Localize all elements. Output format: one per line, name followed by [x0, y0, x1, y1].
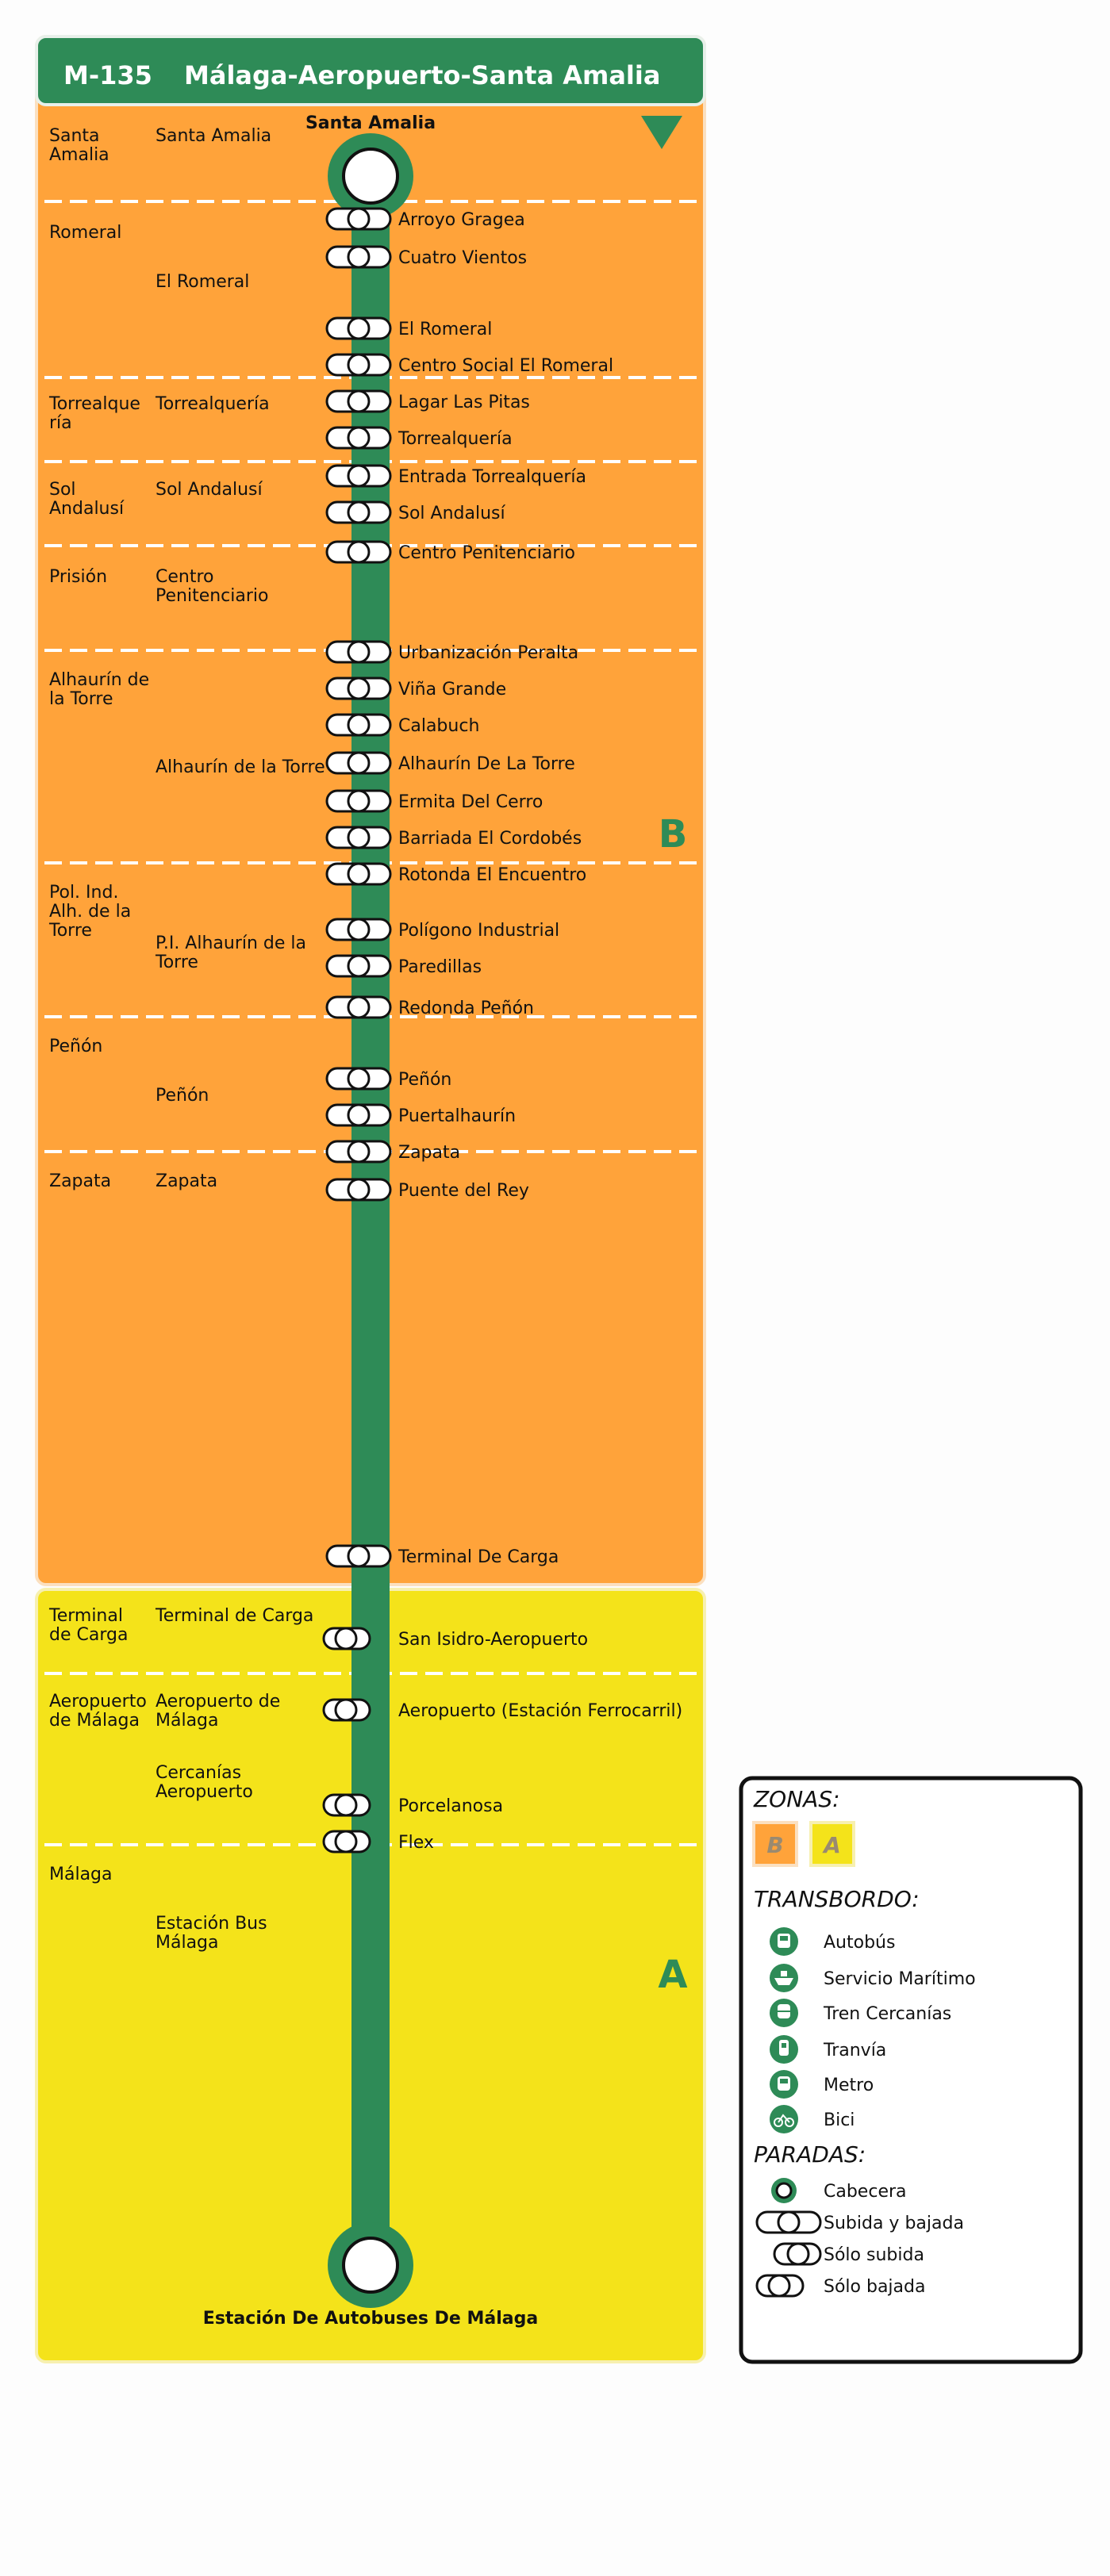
- municipality-label: Zapata: [49, 1171, 112, 1191]
- stop-marker: [327, 247, 390, 267]
- stop-marker: [327, 753, 390, 773]
- stop-label: Lagar Las Pitas: [398, 393, 530, 412]
- stop-marker: [327, 642, 390, 662]
- locality-label: Zapata: [156, 1171, 218, 1191]
- board-and-alight-icon: [757, 2212, 820, 2233]
- municipality-label: Terminal de Carga: [49, 1606, 129, 1645]
- route-name: Málaga-Aeropuerto-Santa Amalia: [184, 60, 661, 90]
- stop-marker: [327, 502, 390, 523]
- stop-label: Puertalhaurín: [398, 1106, 517, 1126]
- stop-label: Paredillas: [398, 957, 482, 977]
- stop-marker: [327, 1141, 390, 1162]
- stop-marker: [327, 427, 390, 448]
- alight-only-icon: [757, 2275, 803, 2296]
- stop-marker: [324, 1831, 370, 1852]
- legend-transfer-label: Bici: [824, 2110, 855, 2130]
- legend-stop-type-label: Cabecera: [824, 2182, 907, 2202]
- stop-label: Entrada Torrealquería: [398, 467, 587, 487]
- locality-label: Torrealquería: [156, 394, 270, 414]
- stop-label: Porcelanosa: [398, 1796, 504, 1816]
- train-icon: [770, 1999, 798, 2027]
- stop-marker: [327, 1546, 390, 1566]
- stop-label: Aeropuerto (Estación Ferrocarril): [398, 1701, 683, 1721]
- stop-label: Peñón: [398, 1070, 452, 1090]
- legend-transfer-label: Autobús: [824, 1933, 896, 1953]
- legend-stop-type-label: Sólo subida: [824, 2245, 924, 2265]
- municipality-label: Málaga: [49, 1865, 113, 1884]
- stop-marker: [327, 791, 390, 811]
- stop-label: El Romeral: [398, 320, 493, 339]
- stop-label: Rotonda El Encuentro: [398, 865, 587, 885]
- board-only-icon: [774, 2244, 820, 2264]
- locality-label: El Romeral: [156, 272, 250, 292]
- stop-marker: [327, 997, 390, 1018]
- stop-marker: [327, 466, 390, 486]
- municipality-label: Alhaurín de la Torre: [49, 670, 150, 709]
- legend-stop-type-label: Sólo bajada: [824, 2277, 926, 2297]
- stop-marker: [327, 864, 390, 884]
- stop-marker: [327, 355, 390, 375]
- locality-label: Sol Andalusí: [156, 480, 263, 500]
- stop-marker: [327, 956, 390, 976]
- zone-a-label: A: [658, 1953, 688, 1997]
- legend-zone-b-label: B: [766, 1832, 784, 1858]
- stop-label: Barriada El Cordobés: [398, 829, 582, 849]
- municipality-label: Sol Andalusí: [49, 480, 125, 519]
- boat-icon: [770, 1964, 798, 1992]
- legend-zones-title: ZONAS:: [754, 1786, 840, 1812]
- terminal-start-label: Santa Amalia: [305, 113, 436, 133]
- metro-icon: [770, 2070, 798, 2099]
- bike-icon: [770, 2105, 798, 2133]
- tram-icon: [770, 2035, 798, 2064]
- legend-transfer-label: Servicio Marítimo: [824, 1969, 976, 1989]
- stop-label: Redonda Peñón: [398, 999, 535, 1018]
- terminal-end-label: Estación De Autobuses De Málaga: [202, 2309, 539, 2329]
- bus-icon: [770, 1927, 798, 1956]
- municipality-label: Peñón: [49, 1037, 103, 1056]
- stop-marker: [327, 919, 390, 940]
- legend-transfer-title: TRANSBORDO:: [754, 1886, 920, 1912]
- municipality-label: Prisión: [49, 567, 108, 587]
- stop-label: Cuatro Vientos: [398, 248, 528, 268]
- stop-label: Calabuch: [398, 716, 480, 736]
- stop-label: Centro Penitenciario: [398, 543, 575, 563]
- stop-marker: [327, 542, 390, 562]
- municipality-label: Aeropuerto de Málaga: [49, 1692, 147, 1731]
- stop-marker: [327, 209, 390, 229]
- stop-label: Zapata: [398, 1143, 461, 1163]
- stop-marker: [324, 1795, 370, 1815]
- stop-label: Centro Social El Romeral: [398, 356, 614, 376]
- route-code: M-135: [63, 60, 152, 90]
- municipality-label: Romeral: [49, 223, 122, 243]
- locality-label: Terminal de Carga: [156, 1606, 314, 1626]
- terminal-start: [328, 133, 413, 219]
- stop-label: Sol Andalusí: [398, 504, 505, 523]
- legend-transfer-label: Tren Cercanías: [824, 2004, 952, 2024]
- stop-marker: [327, 715, 390, 735]
- locality-label: Peñón: [156, 1086, 209, 1106]
- stop-label: Urbanización Peralta: [398, 643, 579, 663]
- municipality-label: Santa Amalia: [49, 126, 109, 165]
- route-line: [351, 174, 390, 2268]
- locality-label: Centro Penitenciario: [156, 567, 269, 606]
- stop-label: Arroyo Gragea: [398, 210, 525, 230]
- stop-label: Puente del Rey: [398, 1181, 529, 1201]
- stop-marker: [324, 1628, 370, 1649]
- legend-transfer-label: Metro: [824, 2076, 874, 2095]
- stop-marker: [327, 678, 390, 699]
- stop-marker: [327, 1105, 390, 1125]
- locality-label: P.I. Alhaurín de la Torre: [156, 933, 307, 972]
- stop-label: San Isidro-Aeropuerto: [398, 1630, 589, 1650]
- stop-label: Alhaurín De La Torre: [398, 754, 575, 774]
- locality-label: Cercanías Aeropuerto: [156, 1763, 253, 1802]
- stop-label: Polígono Industrial: [398, 921, 560, 941]
- legend-transfer-label: Tranvía: [824, 2041, 887, 2060]
- stop-marker: [327, 1068, 390, 1089]
- zone-b-label: B: [658, 812, 688, 857]
- terminal-end: [328, 2222, 413, 2308]
- stop-marker: [327, 1179, 390, 1200]
- legend-stop-type-label: Subida y bajada: [824, 2214, 964, 2233]
- stop-label: Torrealquería: [398, 429, 513, 449]
- municipality-label: Torrealque ría: [49, 394, 140, 433]
- stop-marker: [327, 827, 390, 848]
- stop-marker: [324, 1700, 370, 1720]
- municipality-label: Pol. Ind. Alh. de la Torre: [49, 883, 132, 941]
- terminal-stop-icon: [771, 2178, 797, 2203]
- legend-zone-a-label: A: [824, 1832, 841, 1858]
- legend: [741, 1778, 1081, 2362]
- legend-stops-title: PARADAS:: [754, 2141, 866, 2168]
- locality-label: Alhaurín de la Torre: [156, 757, 325, 777]
- locality-label: Aeropuerto de Málaga: [156, 1692, 281, 1731]
- stop-label: Viña Grande: [398, 680, 507, 700]
- stop-marker: [327, 318, 390, 339]
- stop-label: Flex: [398, 1833, 434, 1853]
- stop-label: Terminal De Carga: [398, 1547, 559, 1567]
- locality-label: Santa Amalia: [156, 126, 272, 146]
- locality-label: Estación Bus Málaga: [156, 1914, 267, 1953]
- stop-label: Ermita Del Cerro: [398, 792, 543, 812]
- stop-marker: [327, 391, 390, 412]
